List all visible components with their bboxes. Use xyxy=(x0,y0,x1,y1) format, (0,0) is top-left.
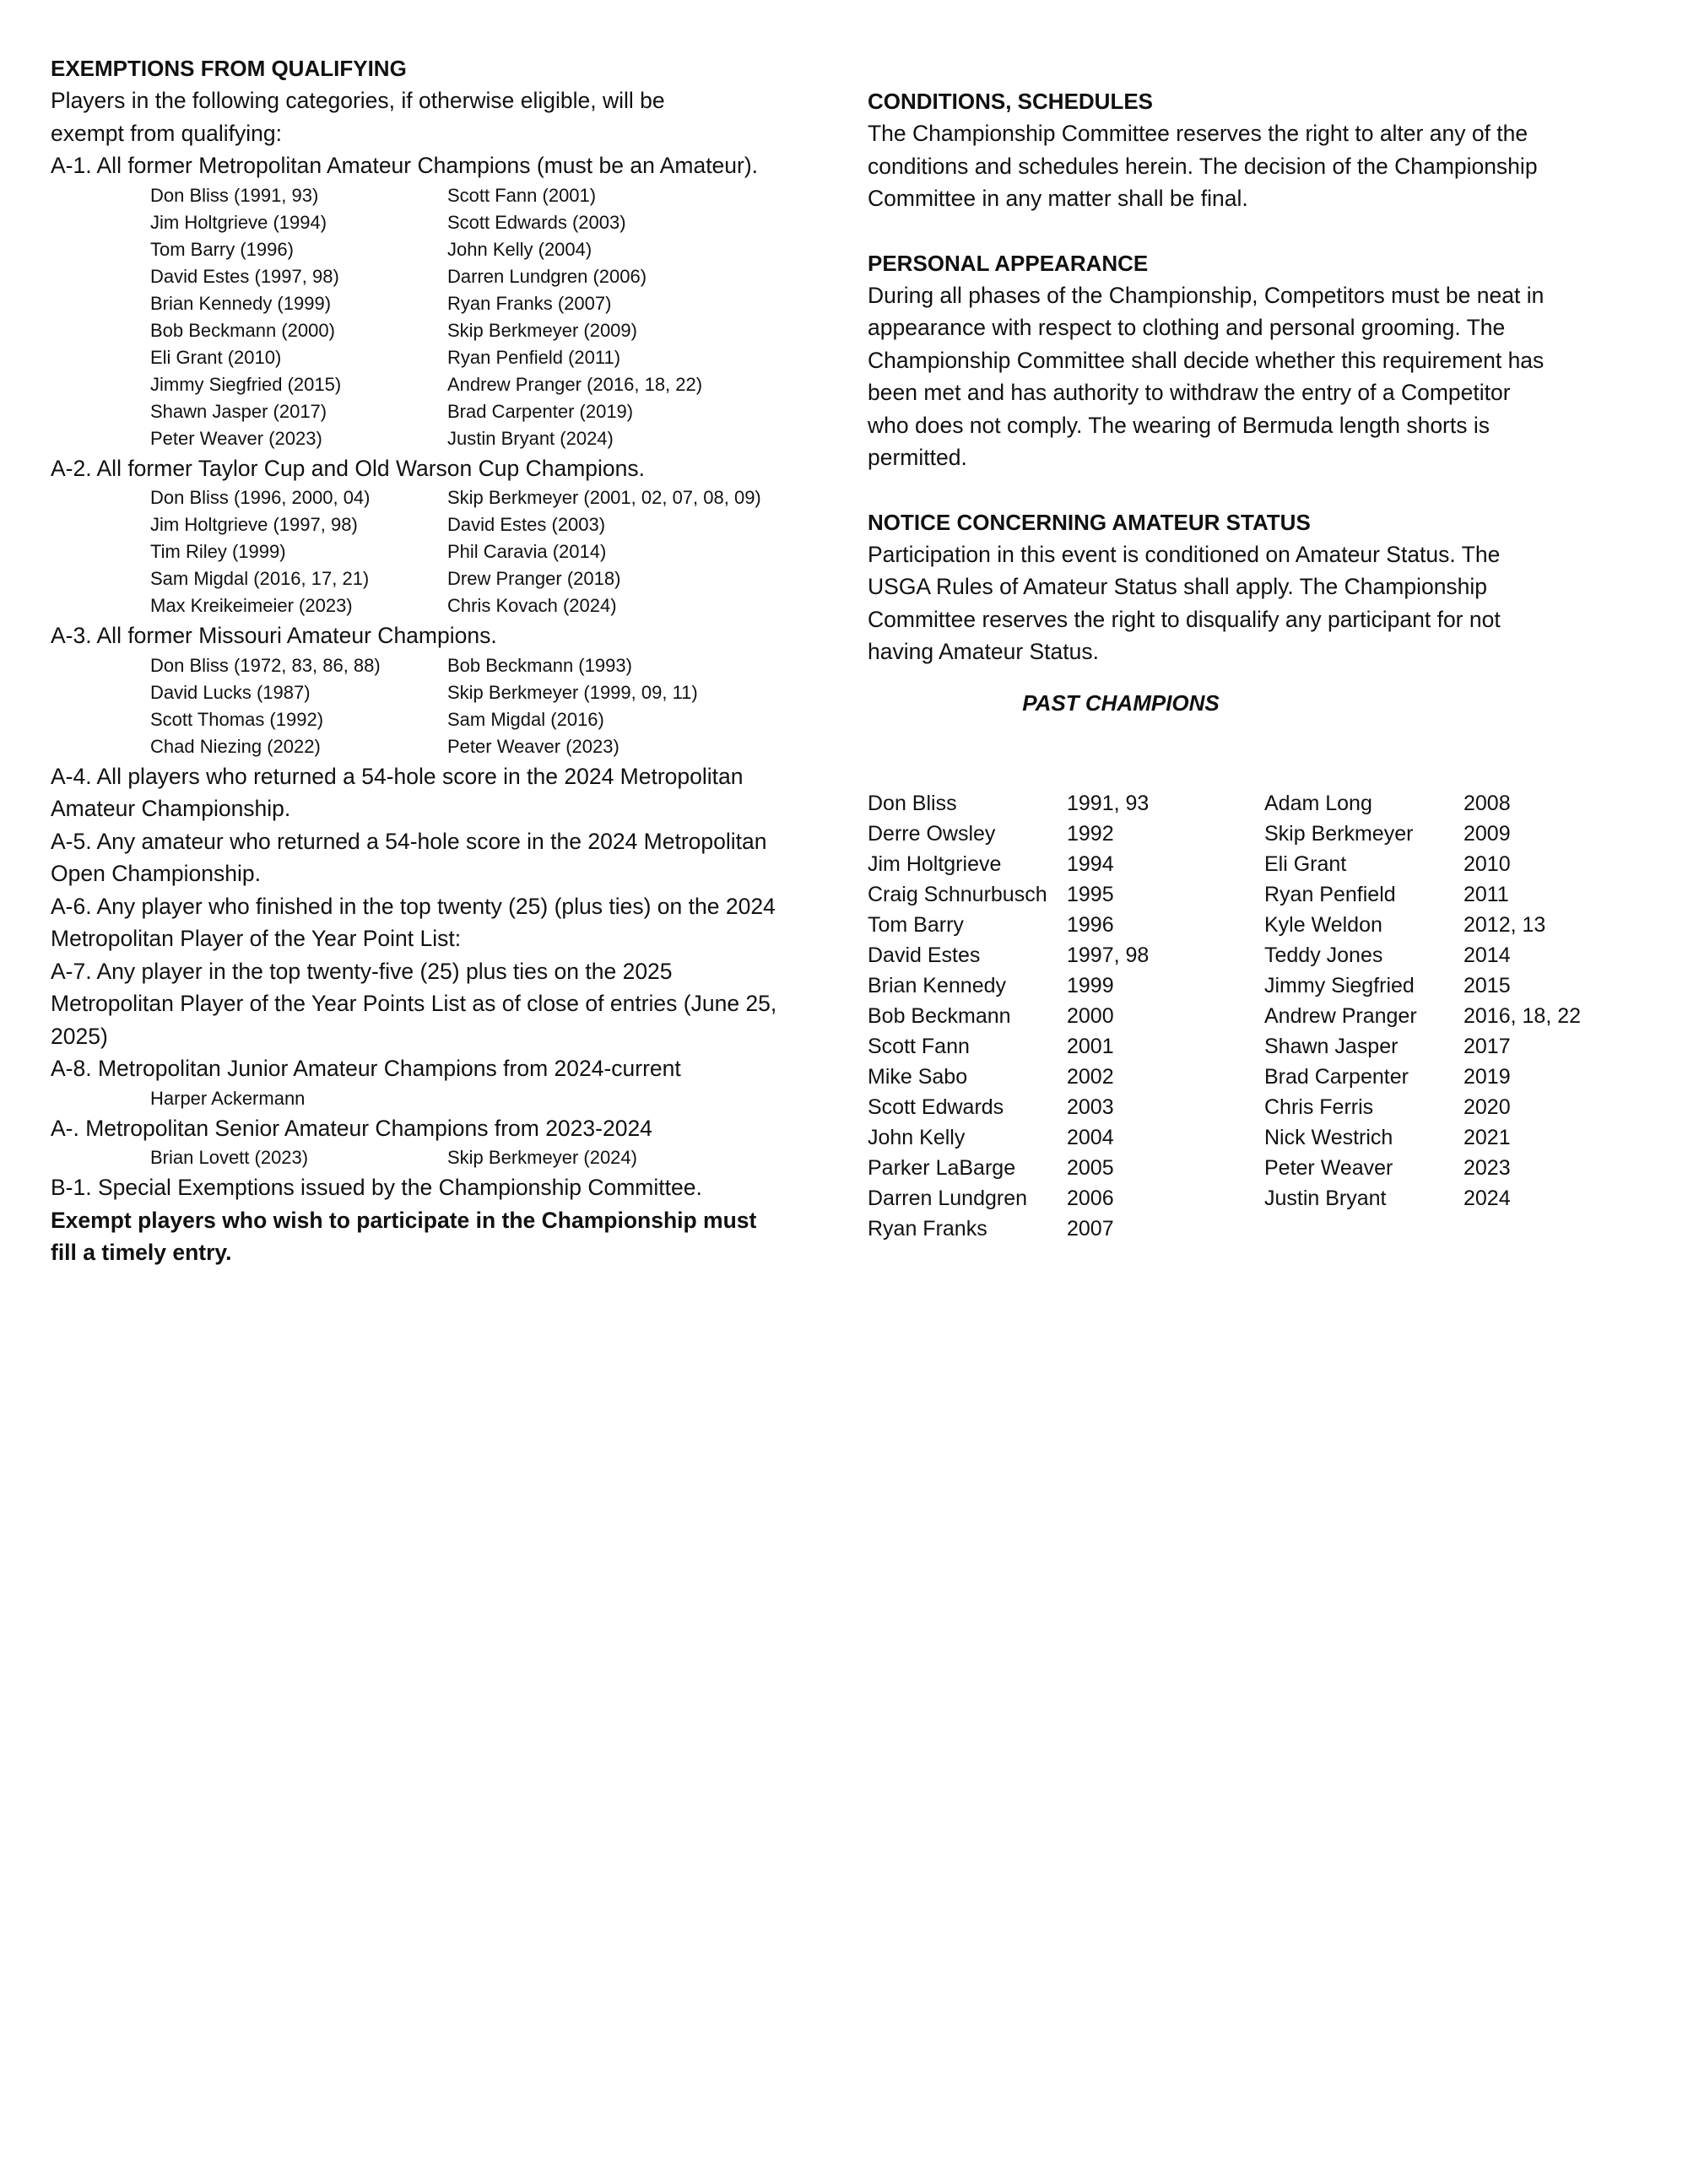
champion-years: 1999 xyxy=(1067,974,1114,997)
champion-name: Skip Berkmeyer (2009) xyxy=(447,319,637,341)
text-line: been met and has authority to withdraw the entry of a Competitor xyxy=(868,380,1511,405)
champion-name: Justin Bryant (2024) xyxy=(447,427,614,449)
champion-name: David Lucks (1987) xyxy=(150,681,311,703)
text-line: exempt from qualifying: xyxy=(51,120,282,146)
champion-name: Derre Owsley xyxy=(868,822,996,846)
conditions-text xyxy=(868,117,1661,215)
champion-name: Tim Riley (1999) xyxy=(150,541,286,562)
champion-years: 2001 xyxy=(1067,1035,1114,1058)
text-line: having Amateur Status. xyxy=(868,639,1099,664)
champion-name: Bob Beckmann xyxy=(868,1004,1011,1028)
champion-name: Max Kreikeimeier (2023) xyxy=(150,595,353,616)
champion-name: Scott Fann xyxy=(868,1035,970,1058)
champion-name: John Kelly (2004) xyxy=(447,238,592,260)
champion-name: Phil Caravia (2014) xyxy=(447,541,607,562)
champion-years: 2000 xyxy=(1067,1004,1114,1028)
champion-name: Adam Long xyxy=(1264,792,1372,815)
champion-name: Jim Holtgrieve (1994) xyxy=(150,211,327,233)
champion-name: Skip Berkmeyer (1999, 09, 11) xyxy=(447,681,698,703)
category-a2 xyxy=(51,452,836,485)
appearance-heading: PERSONAL APPEARANCE xyxy=(868,250,1149,276)
champion-name xyxy=(1264,1214,1463,1244)
category-a8 xyxy=(51,1052,836,1085)
champion-name: Chris Ferris xyxy=(1264,1095,1374,1119)
text-line: During all phases of the Championship, Competitors must be neat in xyxy=(868,282,1545,308)
champion-name: David Estes (1997, 98) xyxy=(150,265,339,287)
champion-years: 2005 xyxy=(1067,1156,1114,1180)
a8-names xyxy=(51,1085,836,1112)
champion-years: 1997, 98 xyxy=(1067,943,1150,967)
champion-name: Jimmy Siegfried (2015) xyxy=(150,373,342,395)
champion-name: Don Bliss (1972, 83, 86, 88) xyxy=(150,654,381,676)
text-line: Championship Committee shall decide whether this requirement has xyxy=(868,347,1545,373)
text-line: Metropolitan Player of the Year Points List as of close of entries (June 25, xyxy=(51,991,777,1016)
champion-name: David Estes (2003) xyxy=(447,514,606,535)
champion-name: Shawn Jasper (2017) xyxy=(150,400,327,422)
champion-name: Kyle Weldon xyxy=(1264,913,1382,937)
champion-name: Justin Bryant xyxy=(1264,1187,1387,1210)
champion-name: Scott Thomas (1992) xyxy=(150,708,324,730)
champion-name: Ryan Penfield (2011) xyxy=(447,346,621,368)
champion-name: Nick Westrich xyxy=(1264,1126,1393,1149)
category-b1 xyxy=(51,1171,836,1204)
text-line: The Championship Committee reserves the right to alter any of the xyxy=(868,121,1528,146)
text-line: 2025) xyxy=(51,1023,108,1049)
champion-years: 2002 xyxy=(1067,1065,1114,1089)
champion-name: Craig Schnurbusch xyxy=(868,883,1047,906)
champion-name: Bob Beckmann (2000) xyxy=(150,319,335,341)
a3-names xyxy=(51,652,836,760)
champion-name: Brad Carpenter xyxy=(1264,1065,1409,1089)
champion-name: John Kelly xyxy=(868,1126,966,1149)
champion-name: Sam Migdal (2016, 17, 21) xyxy=(150,568,370,589)
category-a3 xyxy=(51,619,836,652)
champion-name: Andrew Pranger xyxy=(1264,1004,1417,1028)
champion-years: 1995 xyxy=(1067,883,1114,906)
champion-years: 2016, 18, 22 xyxy=(1463,1004,1582,1028)
champion-years: 2019 xyxy=(1463,1065,1511,1089)
text-line: A-7. Any player in the top twenty-five (25) plus ties on the 2025 xyxy=(51,958,673,984)
a2-names xyxy=(51,484,836,619)
category-a1 xyxy=(51,149,836,182)
a1-names xyxy=(51,182,836,452)
conditions-heading: CONDITIONS, SCHEDULES xyxy=(868,89,1154,114)
text-line: A-6. Any player who finished in the top twenty (25) (plus ties) on the 2024 xyxy=(51,893,776,919)
text-line: A-5. Any amateur who returned a 54-hole score in the 2024 Metropolitan xyxy=(51,828,767,854)
champion-name: Ryan Franks (2007) xyxy=(447,292,612,314)
text-line: who does not comply. The wearing of Bermuda length shorts is xyxy=(868,412,1490,438)
champion-name: Tom Barry xyxy=(868,913,964,937)
champion-name: Brian Kennedy (1999) xyxy=(150,292,332,314)
champion-name: Brian Kennedy xyxy=(868,974,1007,997)
champion-name: Don Bliss xyxy=(868,792,957,815)
champion-years: 1994 xyxy=(1067,852,1114,876)
champion-name: Don Bliss (1991, 93) xyxy=(150,184,319,206)
champion-name: Ryan Franks xyxy=(868,1217,987,1241)
text-line: A-8. Metropolitan Junior Amateur Champions from 2024-current xyxy=(51,1056,681,1081)
champion-name: Darren Lundgren xyxy=(868,1187,1028,1210)
text-line: A-3. All former Missouri Amateur Champions. xyxy=(51,623,497,648)
champion-name: Darren Lundgren (2006) xyxy=(447,265,647,287)
categories-a4-a7 xyxy=(51,760,836,1053)
text-line: Committee reserves the right to disqualify any participant for not xyxy=(868,606,1501,632)
text-line: conditions and schedules herein. The decision of the Championship xyxy=(868,153,1538,179)
exemptions-heading: EXEMPTIONS FROM QUALIFYING xyxy=(51,56,407,81)
champion-name: Eli Grant (2010) xyxy=(150,346,282,368)
text-line: permitted. xyxy=(868,445,967,470)
champion-name: David Estes xyxy=(868,943,981,967)
rules-section xyxy=(868,85,1661,719)
text-line: B-1. Special Exemptions issued by the Championship Committee. xyxy=(51,1175,702,1200)
champion-years: 2017 xyxy=(1463,1035,1511,1058)
champion-years: 2007 xyxy=(1067,1217,1114,1241)
champion-name: Brian Lovett (2023) xyxy=(150,1147,309,1168)
champion-years: 1996 xyxy=(1067,913,1114,937)
champion-years: 1991, 93 xyxy=(1067,792,1150,815)
past-champions-table xyxy=(868,788,1632,1244)
champion-name: Scott Fann (2001) xyxy=(447,184,597,206)
champion-years: 2012, 13 xyxy=(1463,913,1546,937)
champion-name: Don Bliss (1996, 2000, 04) xyxy=(150,487,371,508)
champion-name: Bob Beckmann (1993) xyxy=(447,654,632,676)
champion-years: 2010 xyxy=(1463,852,1511,876)
champion-years: 2020 xyxy=(1463,1095,1511,1119)
champion-name: Harper Ackermann xyxy=(150,1087,306,1109)
champion-years: 2006 xyxy=(1067,1187,1114,1210)
category-senior xyxy=(51,1112,836,1145)
text-line: A-4. All players who returned a 54-hole score in the 2024 Metropolitan xyxy=(51,763,744,789)
champion-name: Parker LaBarge xyxy=(868,1156,1016,1180)
champion-name: Chris Kovach (2024) xyxy=(447,595,617,616)
champion-name: Andrew Pranger (2016, 18, 22) xyxy=(447,373,703,395)
text-line: A-2. All former Taylor Cup and Old Warson Cup Champions. xyxy=(51,455,646,481)
champion-name: Jim Holtgrieve xyxy=(868,852,1002,876)
text-line: USGA Rules of Amateur Status shall apply. The Championship xyxy=(868,574,1488,599)
past-champions-title: PAST CHAMPIONS xyxy=(1022,689,1220,716)
champion-name: Peter Weaver (2023) xyxy=(447,735,619,757)
champion-name: Teddy Jones xyxy=(1264,943,1383,967)
champion-name: Jimmy Siegfried xyxy=(1264,974,1415,997)
champion-name: Jim Holtgrieve (1997, 98) xyxy=(150,514,358,535)
champion-years: 2008 xyxy=(1463,792,1511,815)
text-line: Metropolitan Player of the Year Point List: xyxy=(51,926,462,951)
champion-name: Peter Weaver xyxy=(1264,1156,1393,1180)
champion-years: 2015 xyxy=(1463,974,1511,997)
text-line: Amateur Championship. xyxy=(51,796,291,821)
champion-name: Skip Berkmeyer xyxy=(1264,822,1414,846)
champion-name: Scott Edwards xyxy=(868,1095,1004,1119)
champion-name: Ryan Penfield xyxy=(1264,883,1396,906)
champion-name: Skip Berkmeyer (2001, 02, 07, 08, 09) xyxy=(447,487,761,508)
exemptions-section xyxy=(51,52,836,1269)
champion-name: Chad Niezing (2022) xyxy=(150,735,321,757)
champion-years xyxy=(1463,1214,1632,1244)
champion-years: 2003 xyxy=(1067,1095,1114,1119)
champion-name: Brad Carpenter (2019) xyxy=(447,400,634,422)
champion-name: Skip Berkmeyer (2024) xyxy=(447,1147,637,1168)
champion-years: 2021 xyxy=(1463,1126,1511,1149)
champion-name: Drew Pranger (2018) xyxy=(447,568,621,589)
champion-name: Tom Barry (1996) xyxy=(150,238,294,260)
amateur-status-text xyxy=(868,538,1661,668)
champion-name: Eli Grant xyxy=(1264,852,1347,876)
exemptions-intro xyxy=(51,84,836,149)
text-line: Exempt players who wish to participate in the Championship must xyxy=(51,1207,757,1233)
champion-name: Scott Edwards (2003) xyxy=(447,211,626,233)
appearance-text xyxy=(868,279,1661,474)
senior-names xyxy=(51,1144,836,1171)
champion-years: 2004 xyxy=(1067,1126,1114,1149)
champion-years: 2024 xyxy=(1463,1187,1511,1210)
champion-years: 2009 xyxy=(1463,822,1511,846)
champion-years: 2023 xyxy=(1463,1156,1511,1180)
amateur-status-heading: NOTICE CONCERNING AMATEUR STATUS xyxy=(868,509,1311,535)
champion-years: 1992 xyxy=(1067,822,1114,846)
text-line: A-1. All former Metropolitan Amateur Champions (must be an Amateur). xyxy=(51,153,759,178)
champion-name: Mike Sabo xyxy=(868,1065,968,1089)
champion-name: Peter Weaver (2023) xyxy=(150,427,322,449)
champion-name: Shawn Jasper xyxy=(1264,1035,1399,1058)
text-line: Open Championship. xyxy=(51,861,261,886)
champion-years: 2011 xyxy=(1463,883,1509,906)
text-line: Participation in this event is conditioned on Amateur Status. The xyxy=(868,541,1501,567)
text-line: A-. Metropolitan Senior Amateur Champions from 2023-2024 xyxy=(51,1115,652,1141)
text-line: Players in the following categories, if otherwise eligible, will be xyxy=(51,88,665,113)
champion-years: 2014 xyxy=(1463,943,1511,967)
exemptions-closing-note xyxy=(51,1204,836,1269)
text-line: fill a timely entry. xyxy=(51,1240,232,1265)
text-line: Committee in any matter shall be final. xyxy=(868,186,1248,211)
champion-name: Sam Migdal (2016) xyxy=(447,708,604,730)
text-line: appearance with respect to clothing and personal grooming. The xyxy=(868,315,1506,340)
